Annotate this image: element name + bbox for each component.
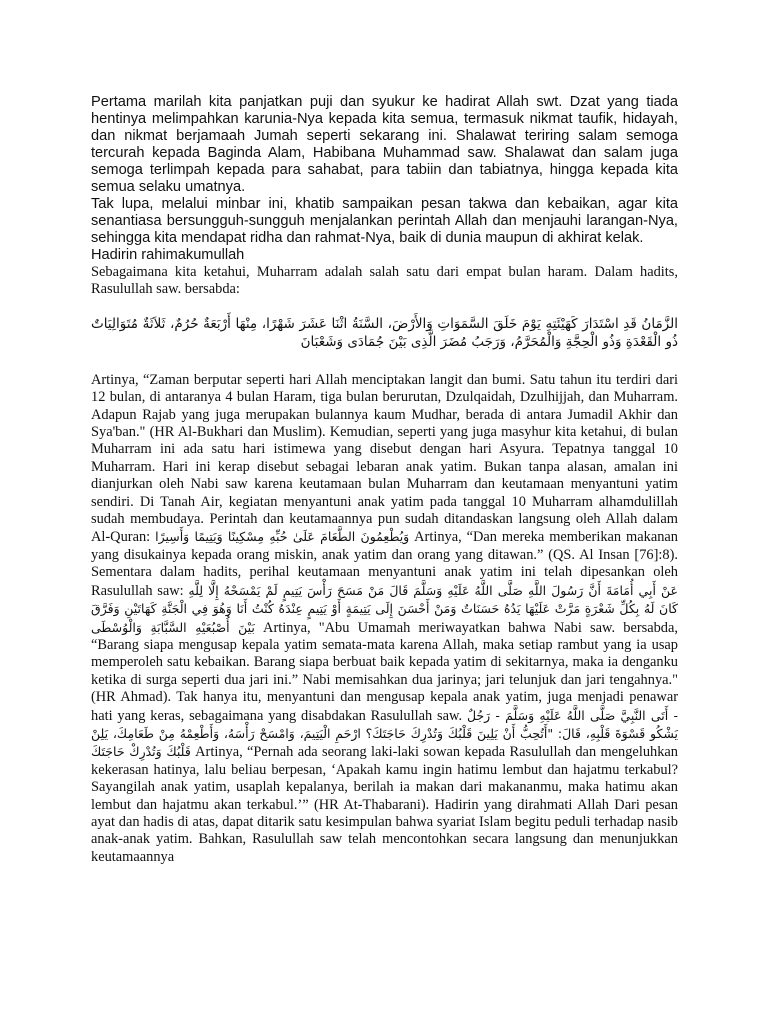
- translation-text-4: Artinya, “Pernah ada seorang laki-laki sowan kepada Rasulullah dan mengeluhkan kekerasan hatinya, lalu beliau berpesan, ‘Apakah kamu ingin hatimu lembut dan hajatmu terkabul? Sayangilah anak yatim, usaplah kepalanya, berilah ia makan dari makananmu, maka hatimu akan lembut dan hajatmu akan terkabul.’” (HR At-Thabarani). Hadirin yang dirahmati Allah Dari pesan ayat dan hadis di atas, dapat ditarik satu kesimpulan bahwa syariat Islam begitu peduli terhadap nasib anak-anak yatim. Bahkan, Rasulullah saw telah mencontohkan secara langsung dan menunjukkan keutamaannya: [91, 744, 678, 865]
- quran-arabic-text: وَيُطْعِمُونَ الطَّعَامَ عَلَىٰ حُبِّهِ مِسْكِينًا وَيَتِيمًا وَأَسِيرًا: [155, 529, 410, 545]
- translation-text-2: Artinya, “Dan mereka memberikan makanan yang disukainya kepada orang miskin, anak yatim dan orang yang ditawan.” (QS. Al Insan [76]:8). Sementara dalam hadits, perihal keutamaan menyantuni anak yatim ini telah dipesankan oleh Rasulullah saw:: [91, 529, 678, 599]
- opening-paragraph: Pertama marilah kita panjatkan puji dan syukur ke hadirat Allah swt. Dzat yang tiada hentinya melimpahkan karunia-Nya kepada kita semua, termasuk nikmat taufik, hidayah, dan nikmat berjamaah Jumah seperti sekarang ini. Shalawat teriring salam semoga tercurah kepada Baginda Alam, Habibana Muhammad saw. Shalawat dan salam juga semoga terlimpah kepada para sahabat, para tabiin dan tabiatnya, hingga kepada kita semua selaku umatnya.: [91, 94, 678, 195]
- muharram-intro-paragraph: Sebagaimana kita ketahui, Muharram adalah salah satu dari empat bulan haram. Dalam hadits, Rasulullah saw. bersabda:: [91, 264, 678, 298]
- piety-message-paragraph: Tak lupa, melalui minbar ini, khatib sampaikan pesan takwa dan kebaikan, agar kita senantiasa bersungguh-sungguh menjalankan perintah Allah dan menjauhi larangan-Nya, sehingga kita mendapat ridha dan rahmat-Nya, baik di dunia maupun di akhirat kelak.: [91, 196, 678, 246]
- translation-text-1: Artinya, “Zaman berputar seperti hari Allah menciptakan langit dan bumi. Satu tahun itu terdiri dari 12 bulan, di antaranya 4 bulan Haram, tiga bulan berurutan, Dzulqaidah, Dzulhijjah, dan Muharram. Adapun Rajab yang juga merupakan bulannya kaum Mudhar, berada di antara Jumadil Akhir dan Sya'ban." (HR Al-Bukhari dan Muslim). Kemudian, seperti yang juga masyhur kita ketahui, di bulan Muharram ini ada satu hari istimewa yang disebut dengan hari Asyura. Tepatnya tanggal 10 Muharram. Hari ini kerap disebut sebagai lebaran anak yatim. Bukan tanpa alasan, amalan ini dianjurkan oleh Nabi saw karena keutamaan bulan Muharram dan keutamaan menyantuni yatim sendiri. Di Tanah Air, kegiatan menyantuni anak yatim pada tanggal 10 Muharram alhamdulillah sudah membudaya. Perintah dan keutamaannya pun sudah ditandaskan langsung oleh Allah dalam Al-Quran:: [91, 371, 678, 546]
- document-page: [91, 94, 678, 866]
- translation-text-3: Artinya, "Abu Umamah meriwayatkan bahwa Nabi saw. bersabda, “Barang siapa mengusap kepala yatim semata-mata karena Allah, maka setiap rambut yang ia usap memperoleh satu kebaikan. Barang siapa berbuat baik kepada yatim di sekitarnya, maka ia denganku ketika di surga seperti dua jari ini.” Nabi memisahkan dua jarinya; jari telunjuk dan jari tengahnya." (HR Ahmad). Tak hanya itu, menyantuni dan mengusap kepala anak yatim, juga menjadi penawar hati yang keras, sebagaimana yang disabdakan Rasulullah saw.: [91, 619, 678, 724]
- body-paragraph: [91, 372, 678, 866]
- section-heading: Hadirin rahimakumullah: [91, 247, 245, 263]
- hadith2-arabic-text: عَنْ أَبِي أُمَامَةَ أَنَّ رَسُولَ اللَّهِ صَلَّى اللَّهُ عَلَيْهِ وَسَلَّمَ قَالَ مَنْ مَسَحَ رَأْسَ يَتِيمٍ لَمْ يَمْسَحْهُ إِلَّا لِلَّهِ كَانَ لَهُ بِكُلِّ شَعْرَةٍ مَرَّتْ عَلَيْهَا يَدُهُ حَسَنَاتٌ وَمَنْ أَحْسَنَ إِلَى يَتِيمَةٍ أَوْ يَتِيمٍ عِنْدَهُ كُنْتُ أَنَا وَهُوَ فِي الْجَنَّةِ كَهَاتَيْنِ وَفَرَّقَ بَيْنَ أُصْبُعَيْهِ السَّبَّابَةِ وَالْوُسْطَى: [91, 582, 678, 635]
- hadith-arabic-text: الزَّمَانُ قَدِ اسْتَدَارَ كَهَيْئَتِهِ يَوْمَ خَلَقَ السَّمَوَاتِ وَالأَرْضَ، السَّنَةُ اثْنَا عَشَرَ شَهْرًا، مِنْهَا أَرْبَعَةٌ حُرُمٌ، ثَلاَثَةٌ مُتَوَالِيَاتٌ ذُو الْقَعْدَةِ وَذُو الْحِجَّةِ وَالْمُحَرَّمُ، وَرَجَبُ مُضَرَ الَّذِى بَيْنَ جُمَادَى وَشَعْبَانَ: [91, 315, 678, 350]
- hadith3-arabic-text: - أَتَى النَّبِيَّ صَلَّى اللَّهُ عَلَيْهِ وَسَلَّمَ - رَجُلٌ يَشْكُو قَسْوَةَ قَلْبِهِ، قَالَ: "أَتُحِبُّ أَنْ يَلِينَ قَلْبُكَ وَتُدْرِكَ حَاجَتَكَ؟ ارْحَمِ الْيَتِيمَ، وَامْسَحْ رَأْسَهُ، وَأَطْعِمْهُ مِنْ طَعَامِكَ، يَلِنْ قَلْبُكَ وَتُدْرِكْ حَاجَتَكَ: [91, 707, 678, 760]
